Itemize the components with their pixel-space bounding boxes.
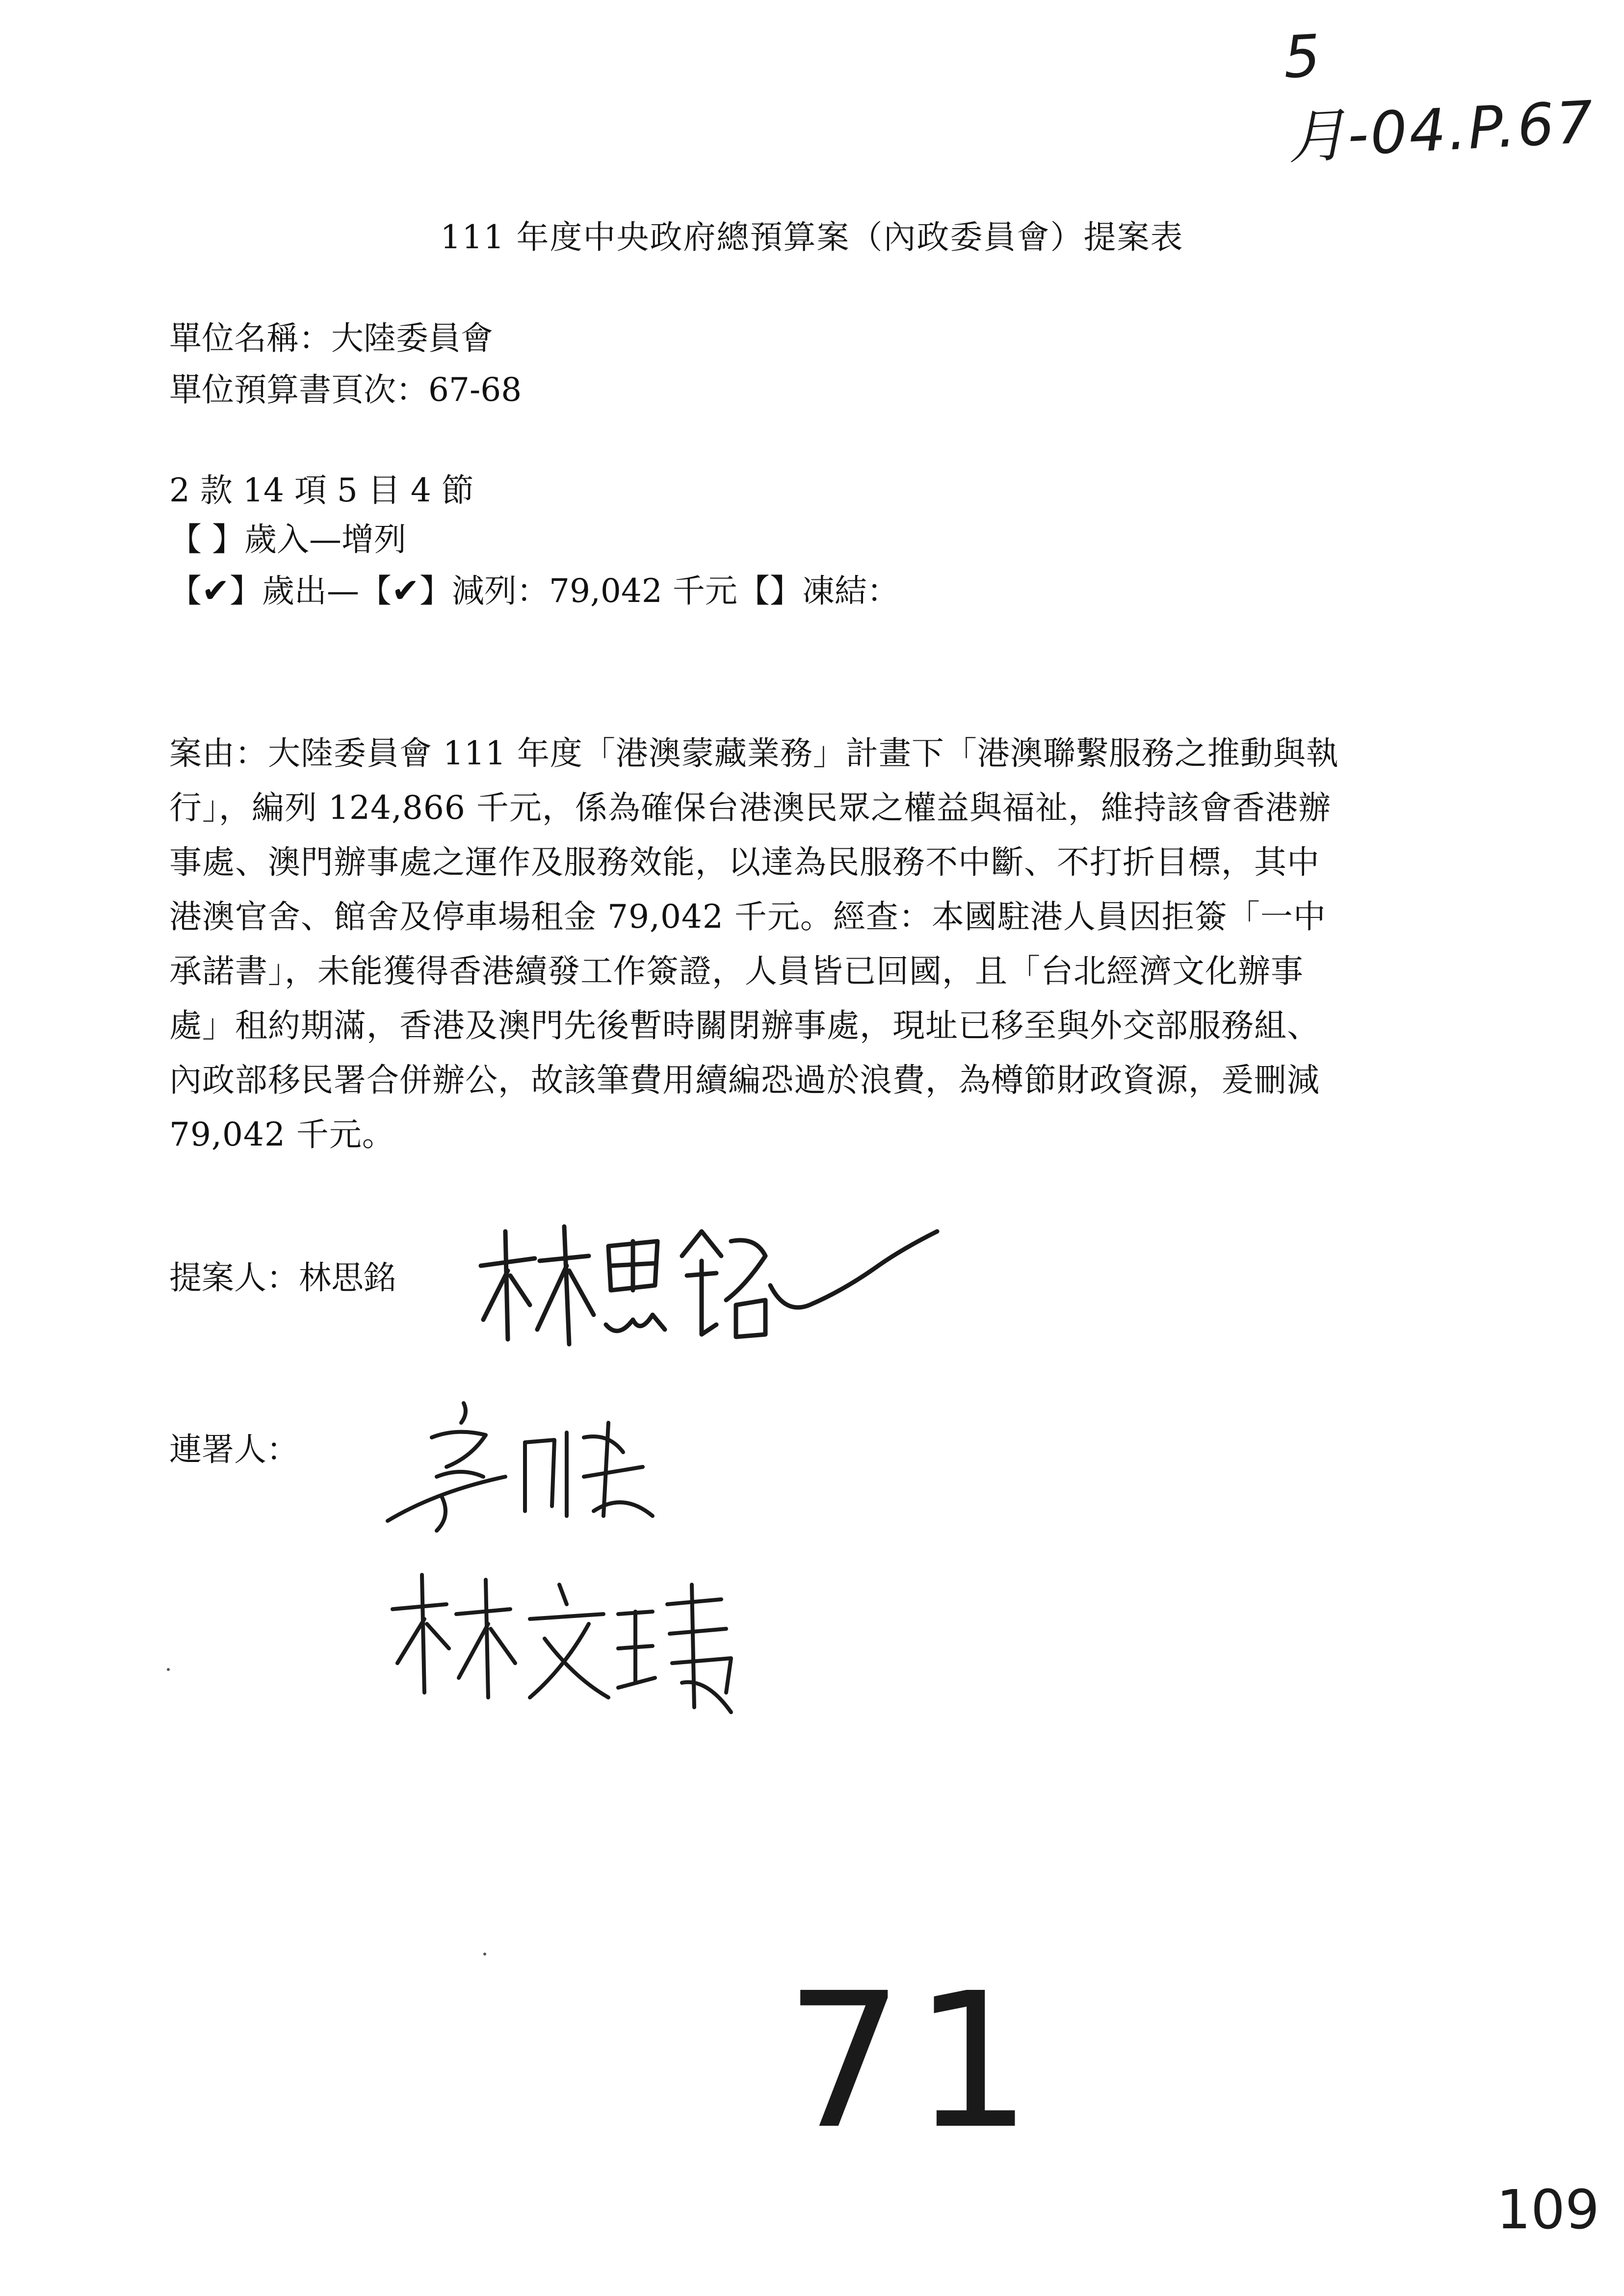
unit-name-value: 大陸委員會 <box>331 319 493 357</box>
unit-name-label: 單位名稱： <box>169 319 331 357</box>
revenue-line <box>169 515 406 564</box>
revenue-text: 歲入—增列 <box>244 521 406 558</box>
freeze-checkbox: 【】 <box>737 572 802 610</box>
document-title: 111 年度中央政府總預算案（內政委員會）提案表 <box>440 218 1184 256</box>
cosigner-signature-2 <box>388 1565 751 1722</box>
check-mark-icon: ✔ <box>202 572 230 610</box>
expense-checkbox: 【✔】 <box>169 572 262 610</box>
reason-line: 港澳官舍、館舍及停車場租金 79,042 千元。經查：本國駐港人員因拒簽「一中 <box>169 898 1326 936</box>
scan-speck <box>483 1953 486 1956</box>
proposer-label: 提案人： <box>169 1259 299 1297</box>
reason-line: 79,042 千元。 <box>169 1116 395 1153</box>
freeze-text: 凍結： <box>802 572 899 610</box>
revenue-checkbox: 【 】 <box>169 521 244 558</box>
proposer-signature <box>471 1212 942 1374</box>
reason-line: 處」租約期滿，香港及澳門先後暫時關閉辦事處，現址已移至與外交部服務組、 <box>169 1007 1320 1044</box>
check-mark-icon: ✔ <box>391 572 419 610</box>
reason-line: 內政部移民署合併辦公，故該筆費用續編恐過於浪費，為樽節財政資源，爰刪減 <box>169 1061 1320 1099</box>
handwritten-corner-note: 109 <box>1496 2178 1599 2241</box>
unit-pages-label: 單位預算書頁次： <box>169 371 428 409</box>
reason-paragraph <box>169 726 1504 1162</box>
unit-pages-line <box>169 365 522 415</box>
cosigner-label: 連署人： <box>169 1431 299 1468</box>
handwritten-reference-note: 5月-04.P.67 <box>1282 22 1597 172</box>
expense-line <box>169 567 899 616</box>
cosigner-line <box>169 1425 299 1474</box>
unit-name-line <box>169 314 493 363</box>
reason-line: 行」，編列 124,866 千元，係為確保台港澳民眾之權益與福祉，維持該會香港辦 <box>169 789 1331 827</box>
cut-amount-text: 減列：79,042 千元 <box>451 572 737 610</box>
cut-checkbox: 【✔】 <box>359 572 452 610</box>
proposer-name: 林思銘 <box>299 1259 396 1297</box>
budget-item-line: 2 款 14 項 5 目 4 節 <box>169 471 474 509</box>
reason-line: 事處、澳門辦事處之運作及服務效能，以達為民服務不中斷、不打折目標，其中 <box>169 843 1320 881</box>
handwritten-page-number: 71 <box>785 1953 1042 2170</box>
reason-line: 案由：大陸委員會 111 年度「港澳蒙藏業務」計畫下「港澳聯繫服務之推動與執 <box>169 734 1339 772</box>
scan-speck <box>167 1668 170 1671</box>
expense-text: 歲出— <box>262 572 359 610</box>
reason-line: 承諾書」，未能獲得香港續發工作簽證，人員皆已回國，且「台北經濟文化辦事 <box>169 952 1304 990</box>
cosigner-signature-1 <box>378 1393 682 1550</box>
proposer-line <box>169 1253 396 1303</box>
unit-pages-value: 67-68 <box>428 371 522 409</box>
